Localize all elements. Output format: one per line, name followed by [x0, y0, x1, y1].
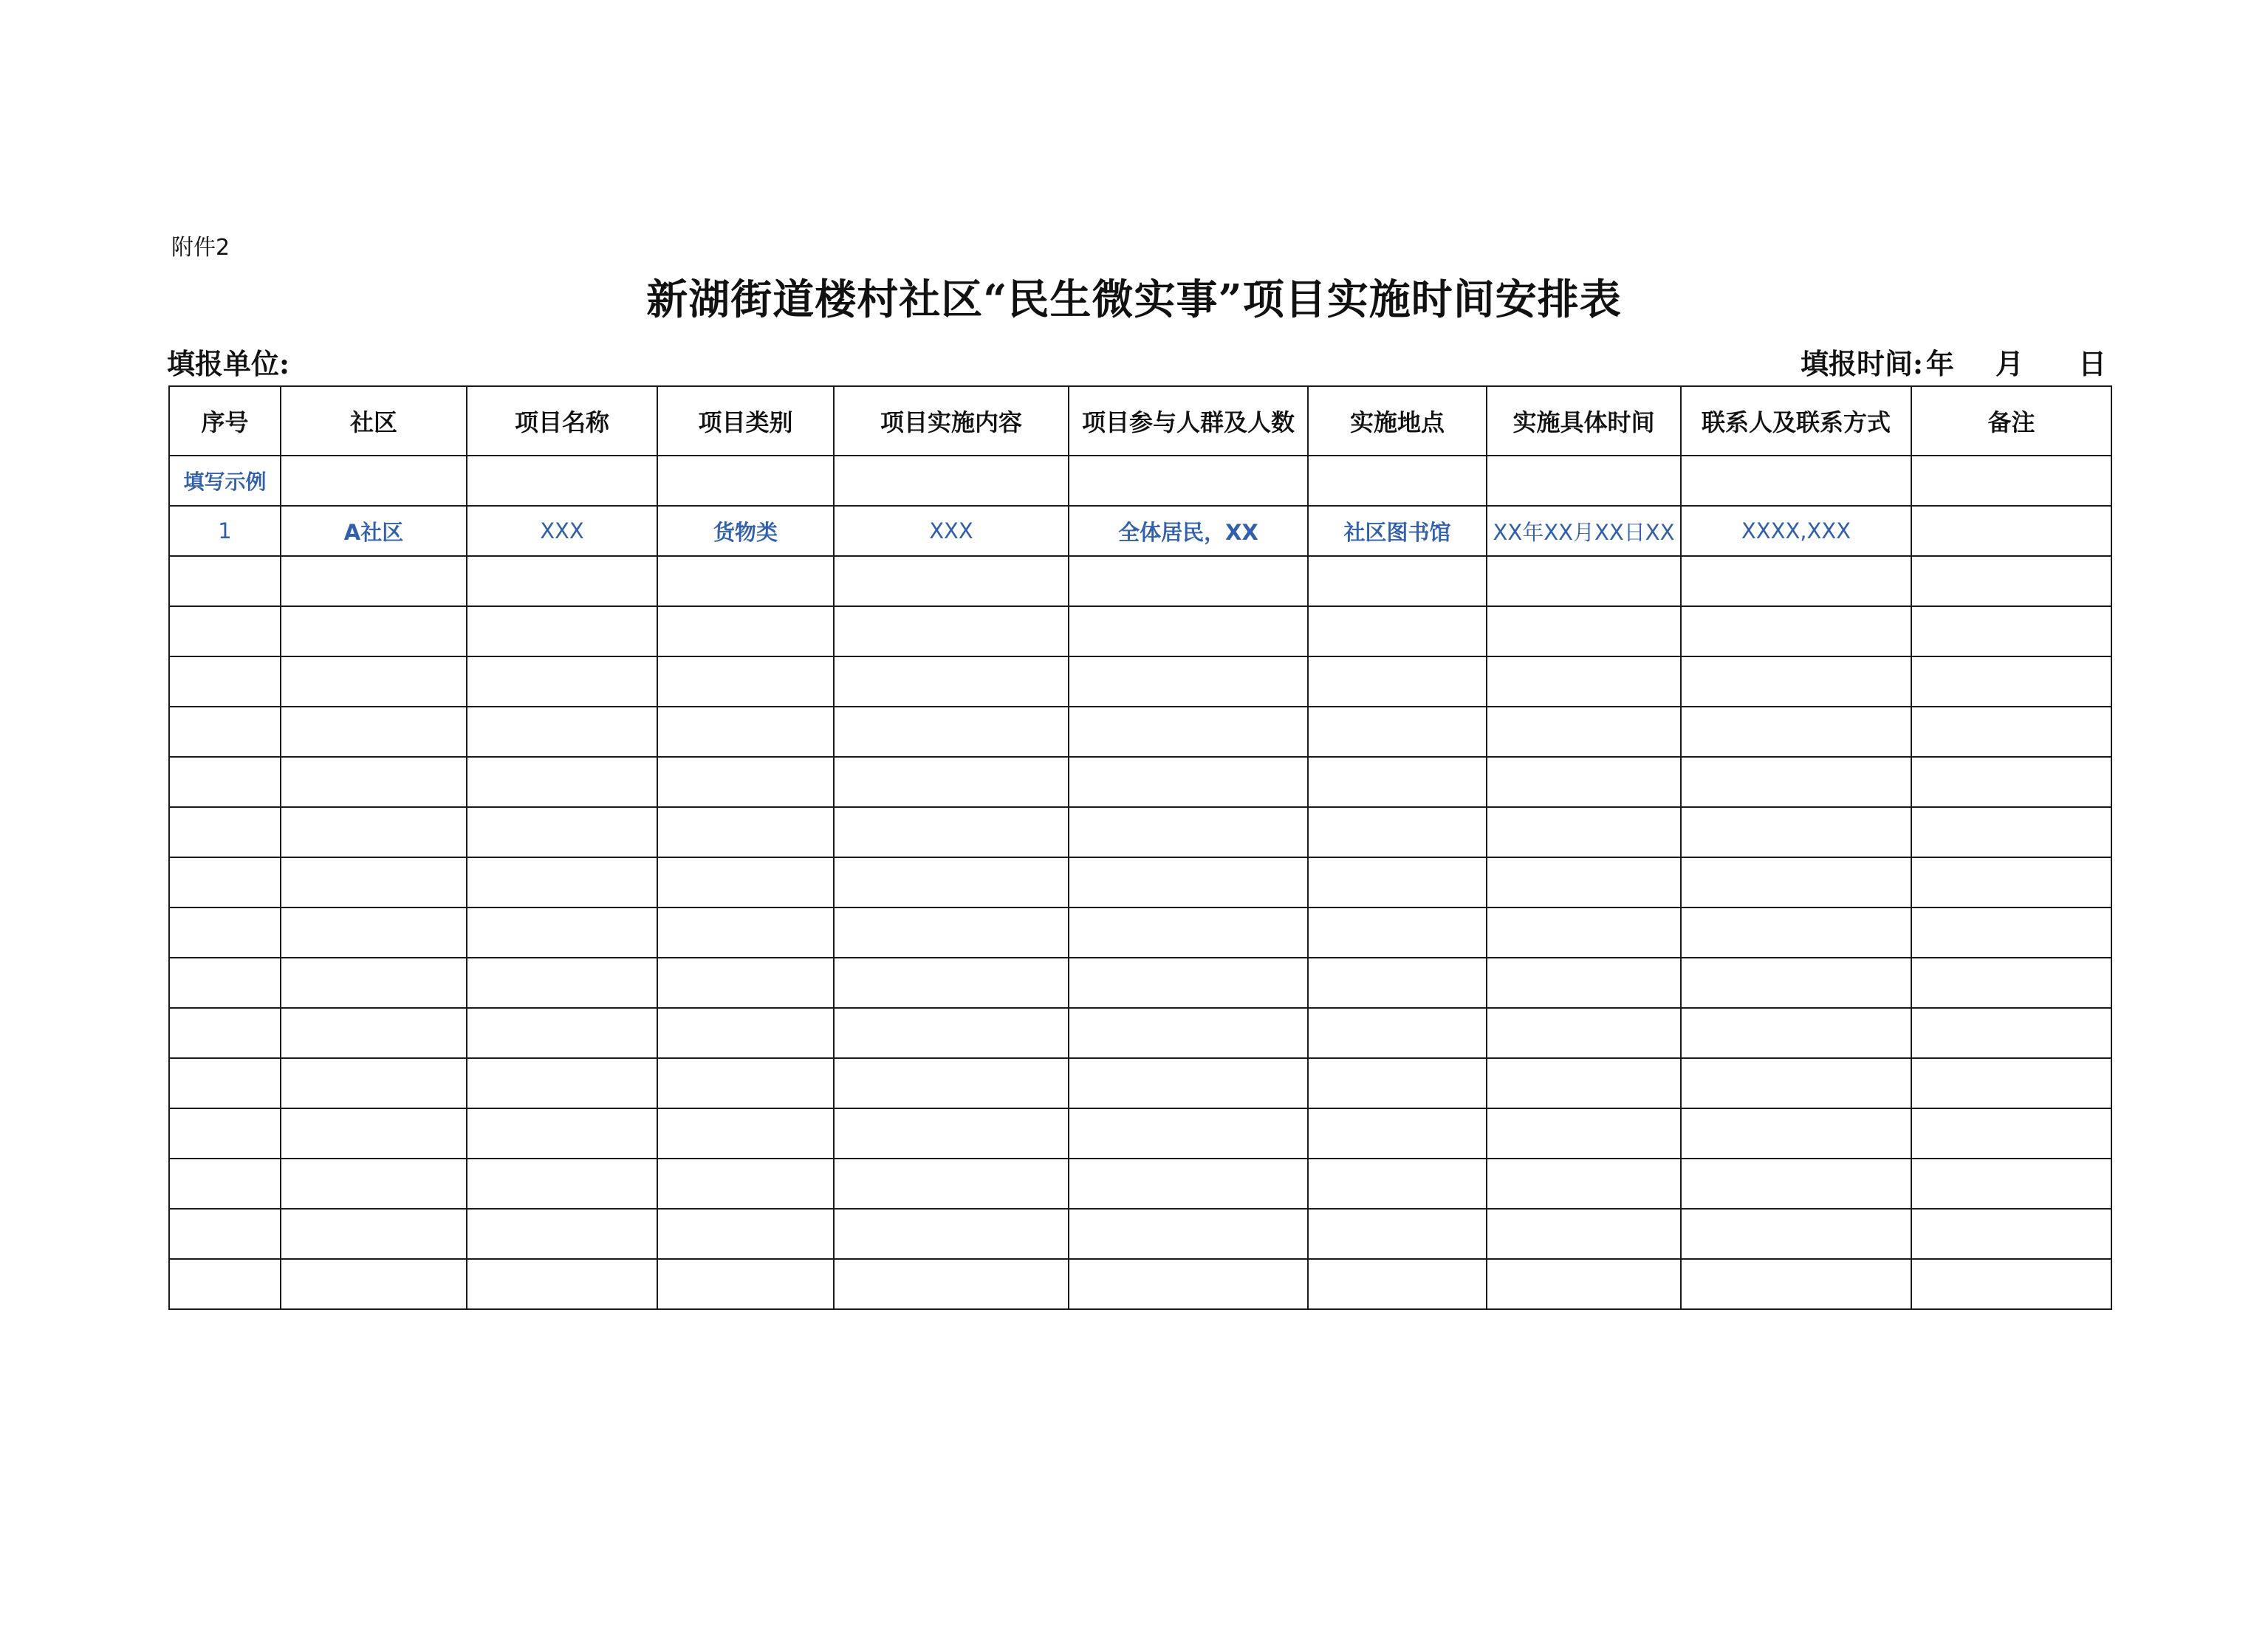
table-cell[interactable]: [1681, 757, 1911, 807]
table-cell[interactable]: [1681, 1008, 1911, 1058]
table-cell[interactable]: [1911, 707, 2111, 757]
blank-row: [169, 606, 2111, 656]
table-cell[interactable]: [1487, 1108, 1681, 1159]
table-cell[interactable]: [169, 1058, 281, 1108]
table-cell[interactable]: [1308, 1058, 1487, 1108]
example-cell: XX年XX月XX日XX: [1487, 506, 1681, 556]
table-cell[interactable]: [1308, 757, 1487, 807]
table-cell[interactable]: [1487, 456, 1681, 506]
month-label: 月: [1995, 347, 2024, 380]
column-header: 序号: [169, 386, 281, 456]
table-cell[interactable]: [1487, 707, 1681, 757]
table-cell[interactable]: [1308, 556, 1487, 606]
example-cell: 全体居民，XX: [1069, 506, 1308, 556]
table-cell[interactable]: [1911, 757, 2111, 807]
table-cell[interactable]: [467, 456, 657, 506]
blank-row: [169, 656, 2111, 707]
table-cell[interactable]: [467, 1259, 657, 1309]
table-cell[interactable]: [1911, 1058, 2111, 1108]
table-cell[interactable]: [281, 1108, 467, 1159]
fill-unit-label: 填报单位:: [167, 347, 290, 380]
table-cell[interactable]: [467, 1159, 657, 1209]
table-cell[interactable]: [281, 1259, 467, 1309]
example-label-cell: 填写示例: [169, 456, 281, 506]
table-cell[interactable]: [281, 1209, 467, 1259]
example-cell: 货物类: [657, 506, 834, 556]
table-cell[interactable]: [657, 707, 834, 757]
table-cell[interactable]: [1487, 656, 1681, 707]
table-cell[interactable]: [834, 1159, 1069, 1209]
table-cell[interactable]: [657, 606, 834, 656]
blank-row: [169, 1108, 2111, 1159]
column-header: 实施具体时间: [1487, 386, 1681, 456]
table-cell[interactable]: [467, 1108, 657, 1159]
table-cell[interactable]: [1911, 1159, 2111, 1209]
column-header: 联系人及联系方式: [1681, 386, 1911, 456]
table-cell[interactable]: [169, 908, 281, 958]
year-label: 年: [1926, 347, 1955, 380]
column-header: 项目参与人群及人数: [1069, 386, 1308, 456]
table-cell[interactable]: [1911, 958, 2111, 1008]
table-cell[interactable]: [1069, 1108, 1308, 1159]
blank-row: [169, 857, 2111, 908]
table-cell[interactable]: [1308, 456, 1487, 506]
example-cell: 1: [169, 506, 281, 556]
table-cell[interactable]: [657, 1008, 834, 1058]
table-cell[interactable]: [467, 707, 657, 757]
table-cell[interactable]: [1681, 958, 1911, 1008]
example-cell: 社区图书馆: [1308, 506, 1487, 556]
table-cell[interactable]: [1069, 656, 1308, 707]
blank-row: [169, 1259, 2111, 1309]
table-cell[interactable]: [657, 908, 834, 958]
table-cell[interactable]: [1069, 757, 1308, 807]
table-cell[interactable]: [1487, 807, 1681, 857]
table-cell[interactable]: [1069, 1259, 1308, 1309]
table-cell[interactable]: [281, 1058, 467, 1108]
table-cell[interactable]: [1069, 1058, 1308, 1108]
table-cell[interactable]: [1911, 456, 2111, 506]
table-cell[interactable]: [1069, 606, 1308, 656]
blank-row: [169, 1058, 2111, 1108]
table-cell[interactable]: [1308, 857, 1487, 908]
table-cell[interactable]: [281, 707, 467, 757]
table-cell[interactable]: [1487, 1008, 1681, 1058]
table-cell[interactable]: [281, 908, 467, 958]
table-cell[interactable]: [1681, 1259, 1911, 1309]
table-cell[interactable]: [281, 556, 467, 606]
table-cell[interactable]: [169, 807, 281, 857]
table-cell[interactable]: [834, 857, 1069, 908]
table-cell[interactable]: [1308, 958, 1487, 1008]
blank-row: [169, 807, 2111, 857]
day-label: 日: [2078, 347, 2107, 380]
table-cell[interactable]: [1911, 1008, 2111, 1058]
table-cell[interactable]: [1911, 857, 2111, 908]
table-cell[interactable]: [1069, 1159, 1308, 1209]
table-cell[interactable]: [281, 606, 467, 656]
example-cell: [1911, 506, 2111, 556]
table-cell[interactable]: [1487, 857, 1681, 908]
table-cell[interactable]: [281, 958, 467, 1008]
table-cell[interactable]: [657, 1159, 834, 1209]
table-cell[interactable]: [1308, 1259, 1487, 1309]
page-title: 新湖街道楼村社区“民生微实事”项目实施时间安排表: [646, 275, 1622, 324]
table-cell[interactable]: [1308, 908, 1487, 958]
table-cell[interactable]: [1487, 606, 1681, 656]
example-cell: XXXX,XXX: [1681, 506, 1911, 556]
table-cell[interactable]: [657, 807, 834, 857]
table-cell[interactable]: [1069, 807, 1308, 857]
column-header: 实施地点: [1308, 386, 1487, 456]
table-cell[interactable]: [1069, 556, 1308, 606]
table-cell[interactable]: [1681, 556, 1911, 606]
table-cell[interactable]: [467, 908, 657, 958]
column-header: 项目实施内容: [834, 386, 1069, 456]
table-cell[interactable]: [834, 1209, 1069, 1259]
header-row: [169, 386, 2111, 456]
table-cell[interactable]: [1681, 456, 1911, 506]
blank-row: [169, 958, 2111, 1008]
table-cell[interactable]: [657, 1209, 834, 1259]
table-cell[interactable]: [1308, 606, 1487, 656]
table-cell[interactable]: [1308, 707, 1487, 757]
table-cell[interactable]: [657, 556, 834, 606]
table-cell[interactable]: [1487, 556, 1681, 606]
table-cell[interactable]: [1308, 807, 1487, 857]
table-cell[interactable]: [1069, 456, 1308, 506]
table-cell[interactable]: [657, 1058, 834, 1108]
table-cell[interactable]: [467, 857, 657, 908]
blank-row: [169, 908, 2111, 958]
table-cell[interactable]: [1911, 807, 2111, 857]
table-cell[interactable]: [657, 1108, 834, 1159]
table-cell[interactable]: [169, 707, 281, 757]
table-cell[interactable]: [281, 807, 467, 857]
table-cell[interactable]: [281, 1159, 467, 1209]
table-cell[interactable]: [281, 656, 467, 707]
blank-row: [169, 757, 2111, 807]
table-cell[interactable]: [467, 1209, 657, 1259]
table-cell[interactable]: [1487, 958, 1681, 1008]
table-cell[interactable]: [467, 1058, 657, 1108]
table-cell[interactable]: [1681, 707, 1911, 757]
table-cell[interactable]: [281, 757, 467, 807]
table-cell[interactable]: [834, 606, 1069, 656]
table-cell[interactable]: [1911, 1259, 2111, 1309]
table-cell[interactable]: [169, 757, 281, 807]
example-cell: XXX: [834, 506, 1069, 556]
table-cell[interactable]: [1911, 606, 2111, 656]
table-cell[interactable]: [1069, 908, 1308, 958]
table-cell[interactable]: [1487, 757, 1681, 807]
table-cell[interactable]: [1681, 1108, 1911, 1159]
table-cell[interactable]: [169, 1209, 281, 1259]
table-cell[interactable]: [1487, 908, 1681, 958]
table-cell[interactable]: [169, 857, 281, 908]
table-cell[interactable]: [834, 757, 1069, 807]
column-header: 项目名称: [467, 386, 657, 456]
table-cell[interactable]: [1308, 1159, 1487, 1209]
example-cell: A社区: [281, 506, 467, 556]
table-cell[interactable]: [1681, 1058, 1911, 1108]
blank-row: [169, 1209, 2111, 1259]
fill-time-group: [1801, 341, 2106, 382]
table-cell[interactable]: [1681, 606, 1911, 656]
schedule-table: [168, 385, 2112, 1310]
column-header: 备注: [1911, 386, 2111, 456]
table-cell[interactable]: [169, 656, 281, 707]
table-cell[interactable]: [467, 807, 657, 857]
table-cell[interactable]: [657, 857, 834, 908]
table-cell[interactable]: [834, 656, 1069, 707]
table-cell[interactable]: [1681, 1159, 1911, 1209]
blank-row: [169, 707, 2111, 757]
table-cell[interactable]: [1487, 1159, 1681, 1209]
blank-row: [169, 1159, 2111, 1209]
table-cell[interactable]: [834, 1259, 1069, 1309]
table-cell[interactable]: [834, 1008, 1069, 1058]
table-cell[interactable]: [834, 707, 1069, 757]
table-cell[interactable]: [1911, 656, 2111, 707]
example-label-row: [169, 456, 2111, 506]
table-cell[interactable]: [1911, 1108, 2111, 1159]
table-cell[interactable]: [834, 807, 1069, 857]
table-cell[interactable]: [1487, 1209, 1681, 1259]
table-cell[interactable]: [467, 757, 657, 807]
table-cell[interactable]: [1911, 556, 2111, 606]
table-cell[interactable]: [467, 958, 657, 1008]
example-row: [169, 506, 2111, 556]
table-cell[interactable]: [657, 656, 834, 707]
table-cell[interactable]: [467, 1008, 657, 1058]
table-cell[interactable]: [1681, 908, 1911, 958]
table-cell[interactable]: [1681, 857, 1911, 908]
table-cell[interactable]: [169, 1108, 281, 1159]
table-cell[interactable]: [834, 908, 1069, 958]
table-cell[interactable]: [281, 857, 467, 908]
table-cell[interactable]: [467, 606, 657, 656]
table-cell[interactable]: [657, 1259, 834, 1309]
table-cell[interactable]: [169, 1159, 281, 1209]
table-cell[interactable]: [281, 1008, 467, 1058]
blank-row: [169, 1008, 2111, 1058]
table-cell[interactable]: [1911, 908, 2111, 958]
table-cell[interactable]: [1681, 807, 1911, 857]
table-cell[interactable]: [467, 556, 657, 606]
table-cell[interactable]: [1308, 1209, 1487, 1259]
column-header: 社区: [281, 386, 467, 456]
table-cell[interactable]: [467, 656, 657, 707]
table-cell[interactable]: [1308, 1008, 1487, 1058]
table-cell[interactable]: [1069, 958, 1308, 1008]
example-cell: XXX: [467, 506, 657, 556]
table-cell[interactable]: [169, 556, 281, 606]
table-cell[interactable]: [1069, 1008, 1308, 1058]
table-cell[interactable]: [1069, 1209, 1308, 1259]
table-cell[interactable]: [1069, 857, 1308, 908]
table-cell[interactable]: [1681, 656, 1911, 707]
fill-time-label: 填报时间:: [1801, 347, 1924, 380]
table-cell[interactable]: [169, 958, 281, 1008]
blank-row: [169, 556, 2111, 606]
table-cell[interactable]: [657, 958, 834, 1008]
table-cell[interactable]: [1069, 707, 1308, 757]
table-cell[interactable]: [1308, 1108, 1487, 1159]
table-cell[interactable]: [834, 958, 1069, 1008]
table-cell[interactable]: [657, 757, 834, 807]
table-cell[interactable]: [169, 1008, 281, 1058]
table-cell[interactable]: [169, 1259, 281, 1309]
table-cell[interactable]: [1681, 1209, 1911, 1259]
table-cell[interactable]: [834, 456, 1069, 506]
table-cell[interactable]: [1911, 1209, 2111, 1259]
table-cell[interactable]: [1487, 1259, 1681, 1309]
table-cell[interactable]: [1487, 1058, 1681, 1108]
table-cell[interactable]: [834, 1108, 1069, 1159]
column-header: 项目类别: [657, 386, 834, 456]
table-cell[interactable]: [834, 1058, 1069, 1108]
attachment-label: 附件2: [171, 235, 230, 261]
table-cell[interactable]: [834, 556, 1069, 606]
table-cell[interactable]: [1308, 656, 1487, 707]
table-cell[interactable]: [657, 456, 834, 506]
table-cell[interactable]: [169, 606, 281, 656]
table-cell[interactable]: [281, 456, 467, 506]
